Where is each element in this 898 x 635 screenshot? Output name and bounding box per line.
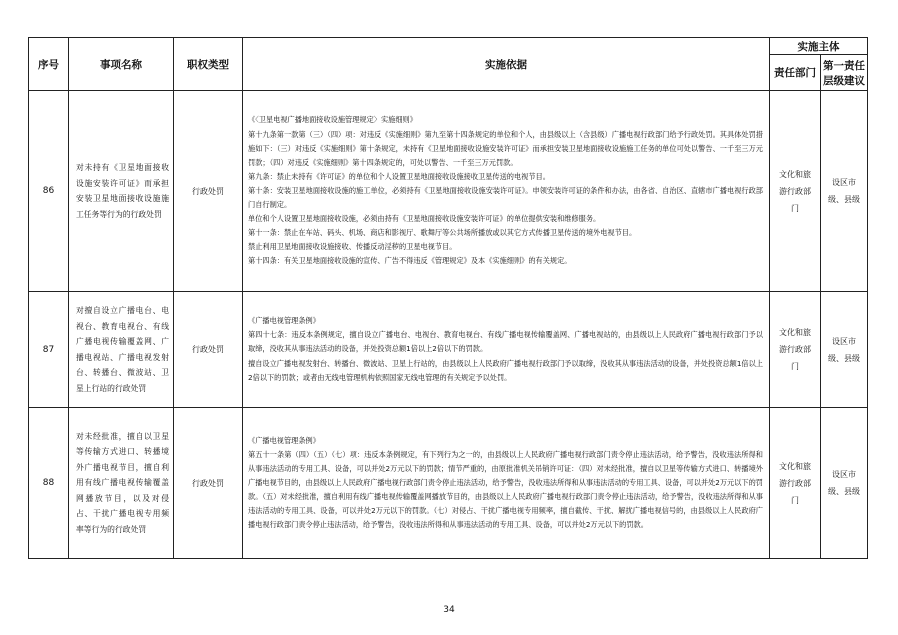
row-index: 87 xyxy=(29,292,69,408)
row-dept: 文化和旅游行政部门 xyxy=(770,292,821,408)
basis-paragraph: 《广播电视管理条例》 xyxy=(248,316,320,326)
header-dept: 责任部门 xyxy=(770,55,821,91)
page-number: 34 xyxy=(443,605,455,615)
basis-paragraph: 第九条：禁止未持有《许可证》的单位和个人设置卫星地面接收设施接收卫星传送的电视节目。 xyxy=(248,171,550,181)
row-basis xyxy=(243,408,770,559)
header-item-name: 事项名称 xyxy=(69,38,174,91)
basis-paragraph: 第四十七条：违反本条例规定，擅自设立广播电台、电视台、教育电视台、有线广播电视传输覆盖网、广播电视站的，由县级以上人民政府广播电视行政部门予以取缔，没收其从事违法活动的设备，并处投资总额1倍以上2倍以下的罚款。 xyxy=(248,330,763,354)
row-item-name: 对未经批准，擅自以卫星等传输方式进口、转播境外广播电视节目，擅自利用有线广播电视传输覆盖网播放节目，以及对侵占、干扰广播电视专用频率等行为的行政处罚 xyxy=(69,408,174,559)
header-row-top xyxy=(29,38,868,55)
row-basis xyxy=(243,292,770,408)
row-power-type: 行政处罚 xyxy=(174,91,243,292)
row-item-name: 对擅自设立广播电台、电视台、教育电视台、有线广播电视传输覆盖网、广播电视站、广播电视发射台、转播台、微波站、卫星上行站的行政处罚 xyxy=(69,292,174,408)
row-basis xyxy=(243,91,770,292)
enforcement-table xyxy=(28,37,868,559)
row-level: 设区市级、县级 xyxy=(821,408,868,559)
row-level: 设区市级、县级 xyxy=(821,91,868,292)
row-dept: 文化和旅游行政部门 xyxy=(770,91,821,292)
row-power-type: 行政处罚 xyxy=(174,292,243,408)
table-row xyxy=(29,408,868,559)
header-level: 第一责任层级建议 xyxy=(821,55,868,91)
header-index: 序号 xyxy=(29,38,69,91)
row-level: 设区市级、县级 xyxy=(821,292,868,408)
basis-paragraph: 单位和个人设置卫星地面接收设施，必须由持有《卫星地面接收设施安装许可证》的单位提供安装和维修服务。 xyxy=(248,214,601,224)
row-dept: 文化和旅游行政部门 xyxy=(770,408,821,559)
table-row xyxy=(29,91,868,292)
row-index: 88 xyxy=(29,408,69,559)
row-item-name: 对未持有《卫星地面接收设施安装许可证》而承担安装卫星地面接收设施施工任务等行为的行政处罚 xyxy=(69,91,174,292)
table-row xyxy=(29,292,868,408)
header-subject: 实施主体 xyxy=(770,38,868,55)
basis-paragraph: 擅自设立广播电视发射台、转播台、微波站、卫星上行站的，由县级以上人民政府广播电视行政部门予以取缔，没收其从事违法活动的设备，并处投资总额1倍以上2倍以下的罚款；或者由无线电管理机构依照国家无线电管理的有关规定予以处罚。 xyxy=(248,358,763,382)
basis-paragraph: 第十条：安装卫星地面接收设施的施工单位，必须持有《卫星地面接收设施安装许可证》。申领安装许可证的条件和办法，由各省、自治区、直辖市广播电视行政部门自行制定。 xyxy=(248,185,763,210)
basis-paragraph: 第十四条：有关卫星地面接收设施的宣传、广告不得违反《管理规定》及本《实施细则》的有关规定。 xyxy=(248,256,572,266)
basis-paragraph: 第十一条：禁止在车站、码头、机场、商店和影视厅、歌舞厅等公共场所播放或以其它方式传播卫星传送的境外电视节目。 xyxy=(248,228,637,238)
header-basis: 实施依据 xyxy=(243,38,770,91)
row-index: 86 xyxy=(29,91,69,292)
basis-paragraph: 第十九条第一款第（三）（四）项：对违反《实施细则》第九至第十四条规定的单位和个人，由县级以上（含县级）广播电视行政部门给予行政处罚。其具体处罚措施如下：（三）对违反《实施细则》第十条规定，未持有《卫星地面接收设施安装许可证》而承担安装卫星地面接收设施施工任务的单位可处以警告、一千至三万元罚款；（四）对违反《实施细则》第十四条规定的，可处以警告、一千至三万元罚款。 xyxy=(248,129,763,167)
basis-paragraph: 《〈卫星电视广播地面接收设施管理规定〉实施细则》 xyxy=(248,115,417,125)
row-power-type: 行政处罚 xyxy=(174,408,243,559)
basis-paragraph: 第五十一条第（四）（五）（七）项：违反本条例规定，有下列行为之一的，由县级以上人民政府广播电视行政部门责令停止违法活动，给予警告，没收违法所得和从事违法活动的专用工具、设备，可以并处2万元以下的罚款；情节严重的，由原批准机关吊销许可证：（四）对未经批准，擅自以卫星等传输方式进口、转播境外广播电视节目的，由县级以上人民政府广播电视行政部门责令停止违法活动，给予警告，没收违法所得和从事违法活动的专用工具、设备，可以并处2万元以下的罚款。（五）对未经批准，擅自利用有线广播电视传输覆盖网播放节目的，由县级以上人民政府广播电视行政部门责令停止违法活动，给予警告，没收违法所得和从事违法活动的专用工具、设备，可以并处2万元以下的罚款。（七）对侵占、干扰广播电视专用频率，擅自截传、干扰、解扰广播电视信号的，由县级以上人民政府广播电视行政部门责令停止违法活动，给予警告，没收违法所得和从事违法活动的专用工具、设备，可以并处2万元以下的罚款。 xyxy=(248,449,763,530)
basis-paragraph: 禁止利用卫星地面接收设施接收、传播反动淫秽的卫星电视节目。 xyxy=(248,242,457,252)
basis-paragraph: 《广播电视管理条例》 xyxy=(248,435,320,445)
header-power-type: 职权类型 xyxy=(174,38,243,91)
